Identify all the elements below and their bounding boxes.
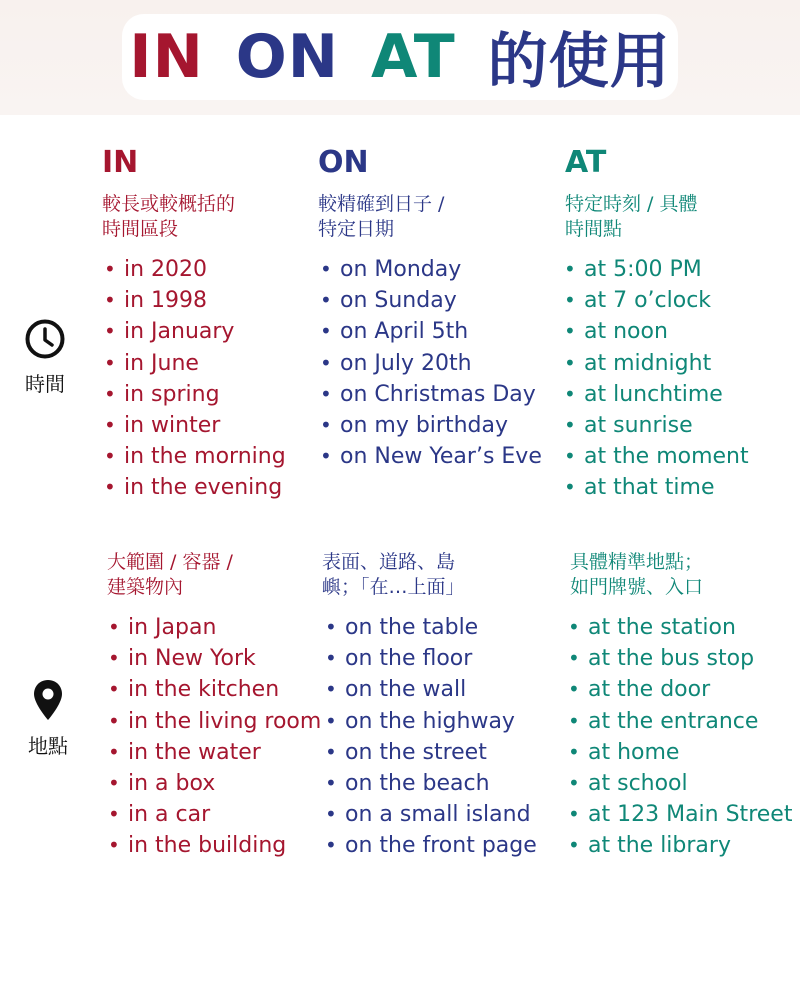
list-item: • on July 20th [320,348,542,379]
list-item: • at midnight [564,348,749,379]
time-in-list [104,254,286,504]
list-item: • on the street [325,737,537,768]
clock-icon [24,345,66,364]
list-item: • at the station [568,612,792,643]
list-item: • at home [568,737,792,768]
list-item: • in the morning [104,441,286,472]
column-heading-on: ON [318,145,369,180]
list-item: • in Japan [108,612,321,643]
title-at: AT [371,22,456,92]
list-item: • on the front page [325,830,537,861]
list-item: • on the highway [325,706,537,737]
time-row-label [15,318,75,397]
list-item: • in winter [104,410,286,441]
list-item: • in New York [108,643,321,674]
title-on: ON [235,22,340,92]
list-item: • on Monday [320,254,542,285]
list-item: • at the entrance [568,706,792,737]
description-line: 嶼；「在…上面」 [322,576,465,598]
time-on-description [318,192,444,242]
list-item: • in 1998 [104,285,286,316]
place-at-description [570,550,703,600]
list-item: • at lunchtime [564,379,749,410]
list-item: • in January [104,316,286,347]
list-item: • in a box [108,768,321,799]
list-item: • in a car [108,799,321,830]
description-line: 特定時刻 / 具體 [565,193,698,215]
list-item: • at 7 o’clock [564,285,749,316]
list-item: • in the living room [108,706,321,737]
list-item: • in the kitchen [108,674,321,705]
description-line: 時間點 [565,218,623,240]
list-item: • at noon [564,316,749,347]
title-in: IN [129,22,204,92]
description-line: 具體精準地點； [570,551,704,573]
list-item: • on the wall [325,674,537,705]
place-row-label [18,678,78,759]
place-on-description [322,550,465,600]
list-item: • at that time [564,472,749,503]
list-item: • at the library [568,830,792,861]
list-item: • on the beach [325,768,537,799]
place-at-list [568,612,792,862]
location-pin-icon [31,707,65,726]
list-item: • on New Year’s Eve [320,441,542,472]
column-heading-in: IN [102,145,139,180]
time-in-description [102,192,235,242]
list-item: • at 5:00 PM [564,254,749,285]
list-item: • in 2020 [104,254,286,285]
place-label: 地點 [28,734,68,758]
list-item: • in spring [104,379,286,410]
time-at-list [564,254,749,504]
description-line: 較長或較概括的 [102,193,236,215]
list-item: • at the door [568,674,792,705]
column-heading-at: AT [565,145,607,180]
list-item: • at the moment [564,441,749,472]
list-item: • in the building [108,830,321,861]
description-line: 表面、道路、島 [322,551,456,573]
list-item: • at school [568,768,792,799]
list-item: • in the evening [104,472,286,503]
title-suffix: 的使用 [487,27,671,97]
description-line: 時間區段 [102,218,179,240]
list-item: • in the water [108,737,321,768]
place-on-list [325,612,537,862]
list-item: • on the floor [325,643,537,674]
description-line: 如門牌號、入口 [570,576,704,598]
page-title [122,14,678,100]
place-in-list [108,612,321,862]
time-label: 時間 [25,372,65,396]
list-item: • at sunrise [564,410,749,441]
list-item: • on Christmas Day [320,379,542,410]
description-line: 建築物內 [107,576,184,598]
list-item: • on the table [325,612,537,643]
place-in-description [107,550,233,600]
description-line: 較精確到日子 / [318,193,445,215]
description-line: 大範圍 / 容器 / [107,551,233,573]
time-on-list [320,254,542,472]
list-item: • on April 5th [320,316,542,347]
description-line: 特定日期 [318,218,395,240]
list-item: • on Sunday [320,285,542,316]
list-item: • on a small island [325,799,537,830]
list-item: • at 123 Main Street [568,799,792,830]
list-item: • at the bus stop [568,643,792,674]
time-at-description [565,192,697,242]
list-item: • on my birthday [320,410,542,441]
list-item: • in June [104,348,286,379]
